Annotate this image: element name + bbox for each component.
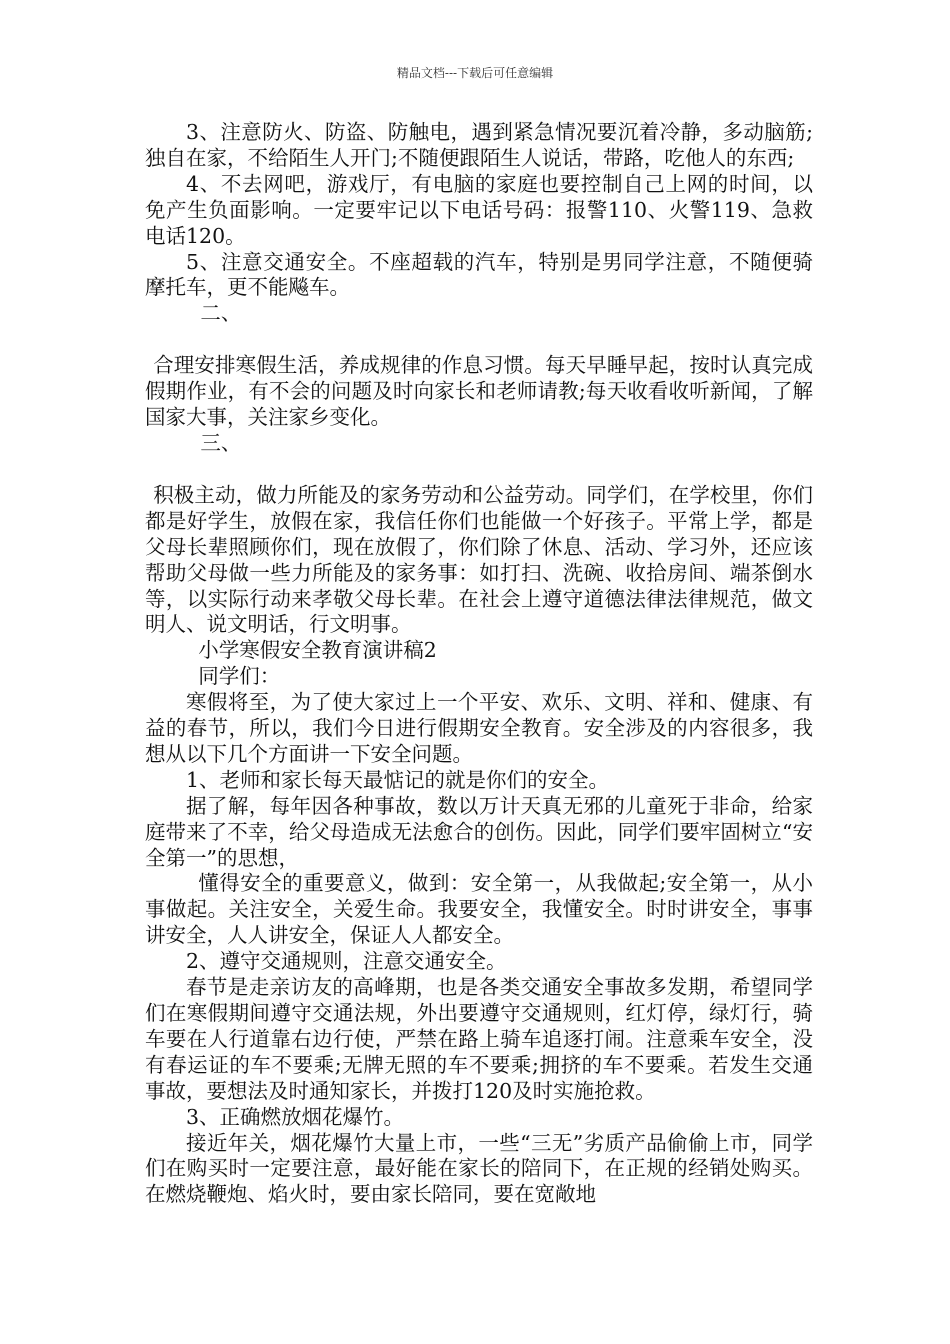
- paragraph: 懂得安全的重要意义，做到：安全第一，从我做起;安全第一，从小事做起。关注安全，关爱生命。我要安全，我懂安全。时时讲安全，事事讲安全，人人讲安全，保证人人都安全。: [145, 871, 813, 948]
- paragraph: 积极主动，做力所能及的家务劳动和公益劳动。同学们，在学校里，你们都是好学生，放假在家，我信任你们也能做一个好孩子。平常上学，都是父母长辈照顾你们，现在放假了，你们除了休息、活动、学习外，还应该帮助父母做一些力所能及的家务事：如打扫、洗碗、收拾房间、端茶倒水等，以实际行动来孝敬父母长辈。在社会上遵守道德法律法律规范，做文明人、说文明话，行文明事。: [145, 482, 813, 637]
- paragraph: 1、老师和家长每天最惦记的就是你们的安全。: [186, 767, 610, 792]
- paragraph: 同学们：: [198, 664, 281, 689]
- paragraph: 小学寒假安全教育演讲稿2: [198, 638, 437, 663]
- paragraph: 2、遵守交通规则，注意交通安全。: [186, 949, 507, 974]
- paragraph: 三、: [200, 430, 242, 455]
- paragraph: 5、注意交通安全。不座超载的汽车，特别是男同学注意，不随便骑摩托车，更不能飚车。: [145, 249, 813, 300]
- paragraph: 春节是走亲访友的高峰期，也是各类交通安全事故多发期，希望同学们在寒假期间遵守交通法规，外出要遵守交通规则，红灯停，绿灯行，骑车要在人行道靠右边行使，严禁在路上骑车追逐打闹。注意乘车安全，没有春运证的车不要乘;无牌无照的车不要乘;拥挤的车不要乘。若发生交通事故，要想法及时通知家长，并拨打120及时实施抢救。: [145, 975, 813, 1103]
- paragraph: 3、正确燃放烟花爆竹。: [186, 1104, 405, 1129]
- paragraph: 寒假将至，为了使大家过上一个平安、欢乐、文明、祥和、健康、有益的春节，所以，我们今日进行假期安全教育。安全涉及的内容很多，我想从以下几个方面讲一下安全问题。: [145, 690, 813, 766]
- paragraph: 二、: [200, 301, 242, 326]
- paragraph: 3、注意防火、防盗、防触电，遇到紧急情况要沉着冷静，多动脑筋;独自在家，不给陌生人开门;不随便跟陌生人说话，带路，吃他人的东西;: [145, 120, 813, 170]
- paragraph: 4、不去网吧，游戏厅，有电脑的家庭也要控制自己上网的时间，以免产生负面影响。一定要牢记以下电话号码：报警110、火警119、急救电话120。: [145, 171, 813, 248]
- document-body: [145, 120, 813, 1208]
- page-header: 精品文档---下载后可任意编辑: [396, 66, 554, 80]
- paragraph: 据了解，每年因各种事故，数以万计天真无邪的儿童死于非命，给家庭带来了不幸，给父母造成无法愈合的创伤。因此，同学们要牢固树立“安全第一”的思想，: [145, 793, 813, 870]
- paragraph: 合理安排寒假生活，养成规律的作息习惯。每天早睡早起，按时认真完成假期作业，有不会的问题及时向家长和老师请教;每天收看收听新闻，了解国家大事，关注家乡变化。: [145, 353, 813, 430]
- paragraph: 接近年关，烟花爆竹大量上市，一些“三无”劣质产品偷偷上市，同学们在购买时一定要注意，最好能在家长的陪同下，在正规的经销处购买。在燃烧鞭炮、焰火时，要由家长陪同，要在宽敞地: [145, 1130, 813, 1207]
